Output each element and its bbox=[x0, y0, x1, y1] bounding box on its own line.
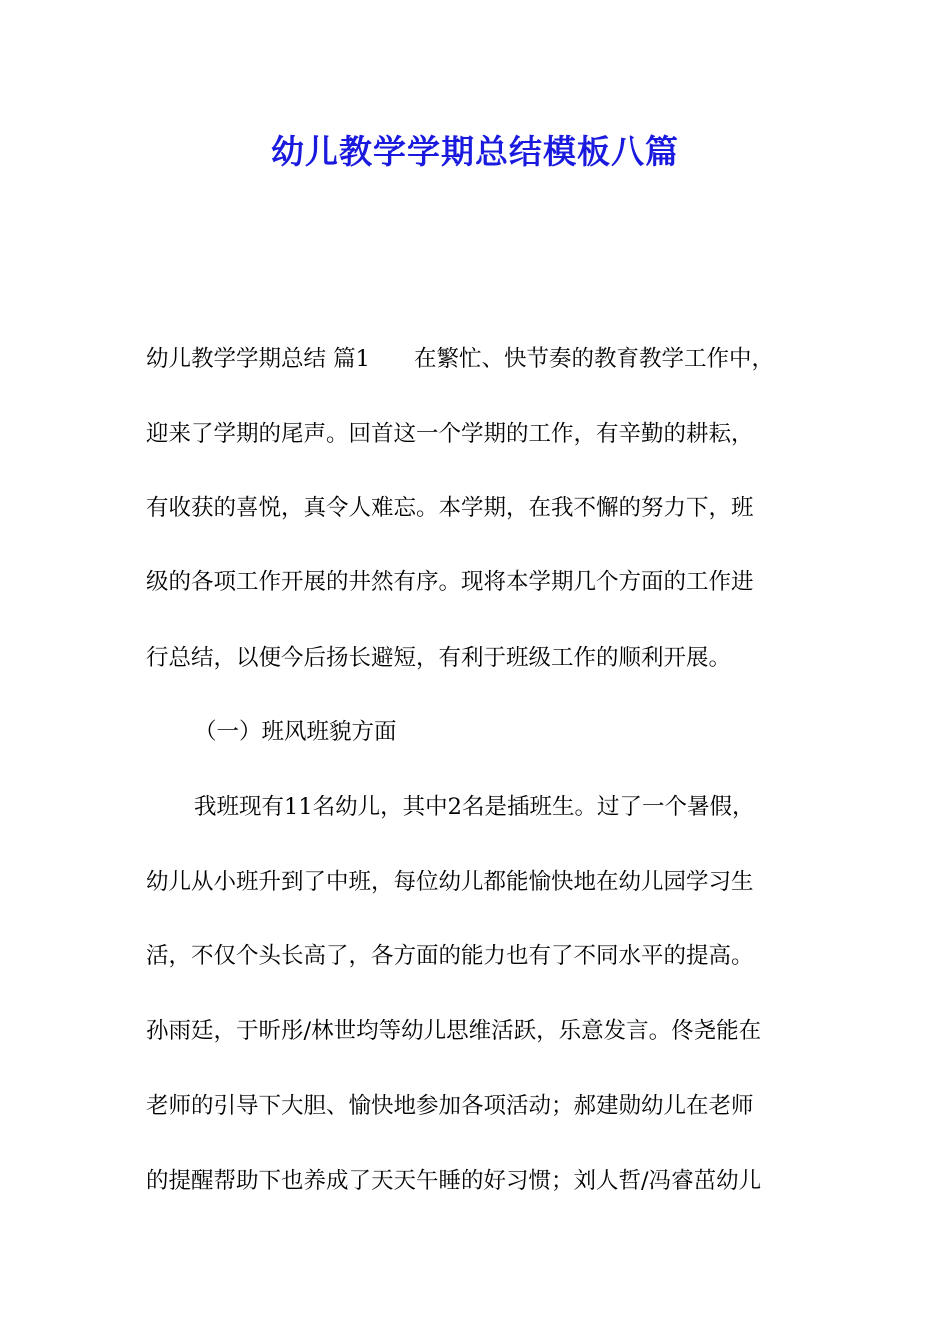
paragraph-line: 有收获的喜悦，真令人难忘。本学期，在我不懈的努力下，班 bbox=[146, 495, 754, 521]
paragraph-line: 活，不仅个头长高了，各方面的能力也有了不同水平的提高。 bbox=[146, 943, 754, 969]
paragraph-line: 我班现有11名幼儿，其中2名是插班生。过了一个暑假， bbox=[194, 794, 755, 820]
paragraph-line: 的提醒帮助下也养成了天天午睡的好习惯；刘人哲/冯睿茁幼儿 bbox=[146, 1168, 762, 1194]
section-label: 幼儿教学学期总结 篇1 bbox=[146, 346, 370, 372]
document-title: 幼儿教学学期总结模板八篇 bbox=[271, 132, 679, 171]
paragraph-line: 行总结，以便今后扬长避短，有利于班级工作的顺利开展。 bbox=[146, 645, 732, 671]
paragraph-line: 幼儿从小班升到了中班，每位幼儿都能愉快地在幼儿园学习生 bbox=[146, 869, 754, 895]
paragraph-line: 级的各项工作开展的井然有序。现将本学期几个方面的工作进 bbox=[146, 569, 754, 595]
paragraph-line: 孙雨廷，于昕彤/林世均等幼儿思维活跃，乐意发言。佟尧能在 bbox=[146, 1018, 762, 1044]
subsection-heading: （一）班风班貌方面 bbox=[194, 719, 397, 745]
paragraph-line: 老师的引导下大胆、愉快地参加各项活动；郝建勋幼儿在老师 bbox=[146, 1093, 754, 1119]
paragraph-line bbox=[146, 343, 826, 375]
paragraph-line: 迎来了学期的尾声。回首这一个学期的工作，有辛勤的耕耘， bbox=[146, 421, 754, 447]
line-text: 在繁忙、快节奏的教育教学工作中， bbox=[413, 346, 774, 372]
